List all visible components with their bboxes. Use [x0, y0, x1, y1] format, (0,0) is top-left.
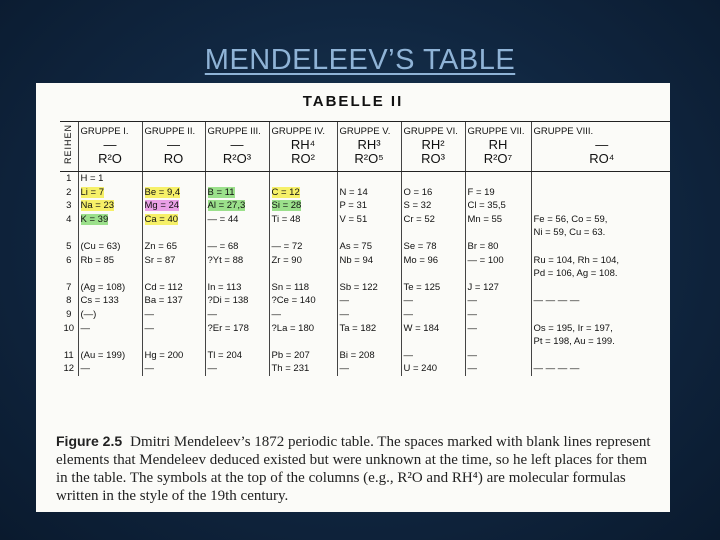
element-entry: Mg = 24 — [144, 200, 180, 212]
element-cell — [142, 267, 205, 281]
element-cell — [78, 308, 142, 322]
element-cell — [142, 254, 205, 268]
element-entry: Th = 231 — [271, 363, 310, 375]
element-cell — [269, 294, 337, 308]
element-entry: (—) — [80, 308, 97, 320]
element-entry: Hg = 200 — [144, 349, 184, 361]
element-cell — [531, 322, 670, 336]
element-cell — [465, 172, 531, 186]
element-cell — [269, 226, 337, 240]
row-number — [60, 335, 78, 349]
element-entry: Fe = 56, Co = 59, — [533, 213, 608, 225]
group-header-6 — [401, 122, 465, 172]
element-entry: ?Er = 178 — [207, 322, 249, 334]
element-cell — [142, 226, 205, 240]
group-header-7 — [465, 122, 531, 172]
table-title: TABELLE II — [302, 93, 404, 110]
element-cell — [269, 172, 337, 186]
element-entry: B = 11 — [207, 186, 235, 198]
figure-label: Figure 2.5 — [56, 433, 123, 449]
table-row — [60, 267, 670, 281]
element-cell — [531, 308, 670, 322]
element-entry: — — [403, 349, 413, 361]
element-cell — [142, 335, 205, 349]
element-entry: Pd = 106, Ag = 108. — [533, 268, 618, 280]
element-cell — [465, 322, 531, 336]
element-cell — [337, 226, 401, 240]
element-entry: Li = 7 — [80, 186, 105, 198]
group-name: GRUPPE VI. — [403, 126, 458, 137]
group-name: GRUPPE II. — [144, 126, 196, 137]
element-cell — [205, 294, 269, 308]
element-entry: K = 39 — [80, 213, 109, 225]
element-entry: — — [403, 308, 413, 320]
row-number: 5 — [66, 240, 72, 252]
element-cell — [531, 362, 670, 376]
element-cell — [78, 349, 142, 363]
element-cell — [465, 308, 531, 322]
group-header-3 — [205, 122, 269, 172]
table-row — [60, 186, 670, 200]
element-entry: Ru = 104, Rh = 104, — [533, 254, 620, 266]
element-cell — [465, 362, 531, 376]
element-cell — [531, 294, 670, 308]
table-row — [60, 213, 670, 227]
element-cell — [401, 199, 465, 213]
element-cell — [401, 186, 465, 200]
element-entry: — — [339, 308, 349, 320]
group-hydride: — — [103, 137, 117, 152]
element-entry: P = 31 — [339, 200, 368, 212]
element-entry: Mo = 96 — [403, 254, 439, 266]
element-cell — [142, 362, 205, 376]
table-row — [60, 240, 670, 254]
element-entry: — — [144, 363, 154, 375]
group-hydride: RH³ — [357, 137, 381, 152]
row-number: 7 — [66, 281, 72, 293]
row-number: 11 — [63, 349, 74, 361]
element-cell — [269, 199, 337, 213]
element-entry: — — [467, 295, 477, 307]
element-entry: Zr = 90 — [271, 254, 302, 266]
row-number — [60, 226, 78, 240]
element-entry: — — [467, 308, 477, 320]
group-header-2 — [142, 122, 205, 172]
element-cell — [205, 240, 269, 254]
group-oxide: R²O — [98, 151, 122, 166]
row-number: 12 — [63, 363, 75, 375]
element-entry: N = 14 — [339, 186, 368, 198]
element-entry: Br = 80 — [467, 240, 499, 252]
element-cell — [205, 226, 269, 240]
group-name: GRUPPE V. — [339, 126, 391, 137]
table-row — [60, 281, 670, 295]
element-cell — [337, 294, 401, 308]
element-cell — [531, 349, 670, 363]
element-cell — [401, 240, 465, 254]
element-entry: — — [144, 308, 154, 320]
element-cell — [142, 281, 205, 295]
table-row — [60, 308, 670, 322]
table-body — [60, 172, 670, 376]
table-row — [60, 322, 670, 336]
element-cell — [337, 281, 401, 295]
element-entry: Cs = 133 — [80, 295, 119, 307]
element-cell — [401, 267, 465, 281]
element-cell — [401, 308, 465, 322]
element-cell — [337, 240, 401, 254]
element-cell — [205, 267, 269, 281]
element-entry: (Ag = 108) — [80, 281, 126, 293]
element-cell — [401, 322, 465, 336]
group-oxide: RO² — [291, 151, 315, 166]
element-cell — [142, 213, 205, 227]
element-cell — [78, 335, 142, 349]
element-cell — [465, 281, 531, 295]
group-hydride: — — [230, 137, 244, 152]
element-cell — [269, 362, 337, 376]
element-cell — [531, 240, 670, 254]
element-cell — [531, 199, 670, 213]
element-entry: Os = 195, Ir = 197, — [533, 322, 613, 334]
element-cell — [205, 213, 269, 227]
element-entry: Rb = 85 — [80, 254, 115, 266]
element-cell — [142, 308, 205, 322]
reihen-header — [60, 122, 78, 172]
table-row — [60, 349, 670, 363]
element-entry: — = 72 — [271, 240, 303, 252]
element-entry: — — [467, 349, 477, 361]
element-cell — [205, 322, 269, 336]
element-cell — [78, 322, 142, 336]
element-cell — [465, 254, 531, 268]
element-cell — [142, 172, 205, 186]
element-cell — [78, 213, 142, 227]
group-hydride: — — [595, 137, 609, 152]
element-cell — [337, 172, 401, 186]
element-cell — [337, 186, 401, 200]
element-cell — [78, 362, 142, 376]
element-cell — [205, 281, 269, 295]
table-row — [60, 254, 670, 268]
element-entry: — = 100 — [467, 254, 504, 266]
element-entry: Tl = 204 — [207, 349, 243, 361]
element-entry: Sn = 118 — [271, 281, 310, 293]
element-cell — [269, 240, 337, 254]
element-cell — [531, 335, 670, 349]
element-cell — [205, 254, 269, 268]
element-entry: (Au = 199) — [80, 349, 126, 361]
element-entry: Cr = 52 — [403, 213, 435, 225]
element-cell — [142, 186, 205, 200]
element-cell — [142, 199, 205, 213]
element-entry: Sr = 87 — [144, 254, 176, 266]
element-cell — [401, 362, 465, 376]
element-cell — [78, 199, 142, 213]
element-cell — [401, 254, 465, 268]
element-cell — [465, 226, 531, 240]
table-row — [60, 226, 670, 240]
element-cell — [269, 267, 337, 281]
element-cell — [142, 322, 205, 336]
element-entry: — — [467, 363, 477, 375]
element-cell — [78, 254, 142, 268]
element-entry: Ni = 59, Cu = 63. — [533, 227, 606, 239]
element-entry: Sb = 122 — [339, 281, 378, 293]
element-cell — [531, 281, 670, 295]
group-hydride: RH² — [421, 137, 445, 152]
row-number: 1 — [66, 173, 72, 185]
element-entry: Cd = 112 — [144, 281, 183, 293]
element-cell — [78, 281, 142, 295]
group-header-5 — [337, 122, 401, 172]
element-cell — [78, 172, 142, 186]
element-entry: In = 113 — [207, 281, 242, 293]
table-row — [60, 199, 670, 213]
group-oxide: R²O⁵ — [354, 151, 384, 166]
group-header-4 — [269, 122, 337, 172]
element-entry: C = 12 — [271, 186, 300, 198]
element-cell — [337, 322, 401, 336]
figure-caption — [56, 432, 662, 505]
element-cell — [205, 308, 269, 322]
element-cell — [142, 349, 205, 363]
element-entry: J = 127 — [467, 281, 499, 293]
element-entry: ?Ce = 140 — [271, 295, 316, 307]
element-entry: Mn = 55 — [467, 213, 503, 225]
element-cell — [269, 322, 337, 336]
element-entry: (Cu = 63) — [80, 240, 121, 252]
group-oxide: RO — [163, 151, 184, 166]
element-cell — [531, 226, 670, 240]
element-cell — [269, 281, 337, 295]
group-header-8 — [531, 122, 670, 172]
element-entry: W = 184 — [403, 322, 440, 334]
row-number: 4 — [66, 213, 72, 225]
element-cell — [531, 254, 670, 268]
group-hydride: RH⁴ — [290, 137, 316, 152]
table-header-row — [60, 122, 670, 172]
element-cell — [205, 362, 269, 376]
element-cell — [142, 240, 205, 254]
element-cell — [465, 294, 531, 308]
element-cell — [269, 186, 337, 200]
element-entry: S = 32 — [403, 200, 432, 212]
element-cell — [205, 335, 269, 349]
element-entry: Pb = 207 — [271, 349, 310, 361]
element-entry: Be = 9,4 — [144, 186, 181, 198]
element-cell — [269, 335, 337, 349]
slide-title: MENDELEEV’S TABLE — [204, 44, 516, 76]
element-cell — [205, 186, 269, 200]
element-entry: Ba = 137 — [144, 295, 183, 307]
group-hydride: RH — [488, 137, 508, 152]
element-entry: Pt = 198, Au = 199. — [533, 336, 615, 348]
element-entry: — — [339, 363, 349, 375]
element-entry: Al = 27,3 — [207, 200, 246, 212]
element-entry: — — [207, 308, 217, 320]
element-cell — [205, 172, 269, 186]
element-cell — [337, 254, 401, 268]
group-name: GRUPPE IV. — [271, 126, 326, 137]
element-cell — [337, 199, 401, 213]
element-cell — [78, 240, 142, 254]
element-entry: O = 16 — [403, 186, 433, 198]
element-cell — [142, 294, 205, 308]
group-name: GRUPPE III. — [207, 126, 261, 137]
element-entry: ?La = 180 — [271, 322, 315, 334]
row-number: 8 — [66, 295, 72, 307]
element-entry: Nb = 94 — [339, 254, 374, 266]
element-entry: U = 240 — [403, 363, 438, 375]
element-entry: — — — — — [533, 295, 580, 307]
figure-caption-text: Dmitri Mendeleev’s 1872 periodic table. The spaces marked with blank lines represent elements that Mendeleev deduced existed but were unknown at the time, so he left places for them in the table. The symbols at the top of the columns (e.g., R²O and RH⁴) are molecular formulas written in the style of the 19th century. — [56, 434, 651, 504]
element-entry: — — [271, 308, 281, 320]
element-cell — [401, 213, 465, 227]
table-row — [60, 362, 670, 376]
element-cell — [465, 240, 531, 254]
element-entry: — — [467, 322, 477, 334]
table-row — [60, 294, 670, 308]
element-entry: — — [207, 363, 217, 375]
element-cell — [465, 186, 531, 200]
element-cell — [269, 349, 337, 363]
element-entry: — = 68 — [207, 240, 239, 252]
element-cell — [531, 186, 670, 200]
element-cell — [205, 199, 269, 213]
element-entry: — — [339, 295, 349, 307]
element-entry: Ca = 40 — [144, 213, 179, 225]
element-entry: Cl = 35,5 — [467, 200, 506, 212]
element-cell — [531, 267, 670, 281]
row-number: 9 — [66, 308, 72, 320]
element-cell — [269, 213, 337, 227]
element-cell — [465, 199, 531, 213]
element-entry: ?Di = 138 — [207, 295, 249, 307]
element-cell — [337, 362, 401, 376]
group-header-1 — [78, 122, 142, 172]
element-cell — [465, 267, 531, 281]
element-cell — [337, 335, 401, 349]
element-cell — [78, 294, 142, 308]
element-cell — [401, 335, 465, 349]
element-entry: Zn = 65 — [144, 240, 177, 252]
row-number: 3 — [66, 200, 72, 212]
element-entry: ?Yt = 88 — [207, 254, 244, 266]
element-entry: As = 75 — [339, 240, 372, 252]
table-row — [60, 172, 670, 186]
element-entry: Bi = 208 — [339, 349, 375, 361]
element-cell — [337, 308, 401, 322]
periodic-table-figure — [36, 83, 670, 512]
element-cell — [205, 349, 269, 363]
reihen-label: REIHEN — [63, 124, 74, 165]
element-entry: Ti = 48 — [271, 213, 301, 225]
element-cell — [465, 349, 531, 363]
element-cell — [337, 213, 401, 227]
element-cell — [337, 267, 401, 281]
element-cell — [531, 213, 670, 227]
element-entry: — — — — — [533, 363, 580, 375]
row-number: 10 — [63, 322, 75, 334]
element-entry: H = 1 — [80, 173, 104, 185]
row-number — [60, 267, 78, 281]
table-row — [60, 335, 670, 349]
group-hydride: — — [167, 137, 180, 152]
element-cell — [531, 172, 670, 186]
element-cell — [269, 254, 337, 268]
row-number: 2 — [66, 186, 72, 198]
element-cell — [269, 308, 337, 322]
periodic-table — [60, 121, 670, 376]
group-oxide: R²O³ — [222, 151, 252, 166]
group-oxide: RO³ — [421, 151, 445, 166]
element-entry: V = 51 — [339, 213, 368, 225]
element-entry: F = 19 — [467, 186, 495, 198]
element-entry: Se = 78 — [403, 240, 437, 252]
element-cell — [337, 349, 401, 363]
element-entry: — — [403, 295, 413, 307]
element-cell — [401, 349, 465, 363]
element-entry: Te = 125 — [403, 281, 441, 293]
element-cell — [401, 281, 465, 295]
element-cell — [401, 226, 465, 240]
group-name: GRUPPE VIII. — [533, 126, 594, 137]
element-entry: — = 44 — [207, 213, 239, 225]
element-entry: — — [80, 322, 90, 334]
element-cell — [465, 335, 531, 349]
element-entry: — — [80, 363, 90, 375]
group-name: GRUPPE I. — [80, 126, 129, 137]
group-name: GRUPPE VII. — [467, 126, 525, 137]
element-cell — [78, 226, 142, 240]
row-number: 6 — [66, 254, 72, 266]
element-cell — [401, 172, 465, 186]
group-oxide: RO⁴ — [589, 151, 615, 166]
element-cell — [401, 294, 465, 308]
element-entry: Na = 23 — [80, 200, 115, 212]
element-cell — [78, 267, 142, 281]
element-cell — [78, 186, 142, 200]
element-cell — [465, 213, 531, 227]
element-entry: — — [144, 322, 154, 334]
element-entry: Ta = 182 — [339, 322, 377, 334]
group-oxide: R²O⁷ — [483, 151, 513, 166]
element-entry: Si = 28 — [271, 200, 302, 212]
